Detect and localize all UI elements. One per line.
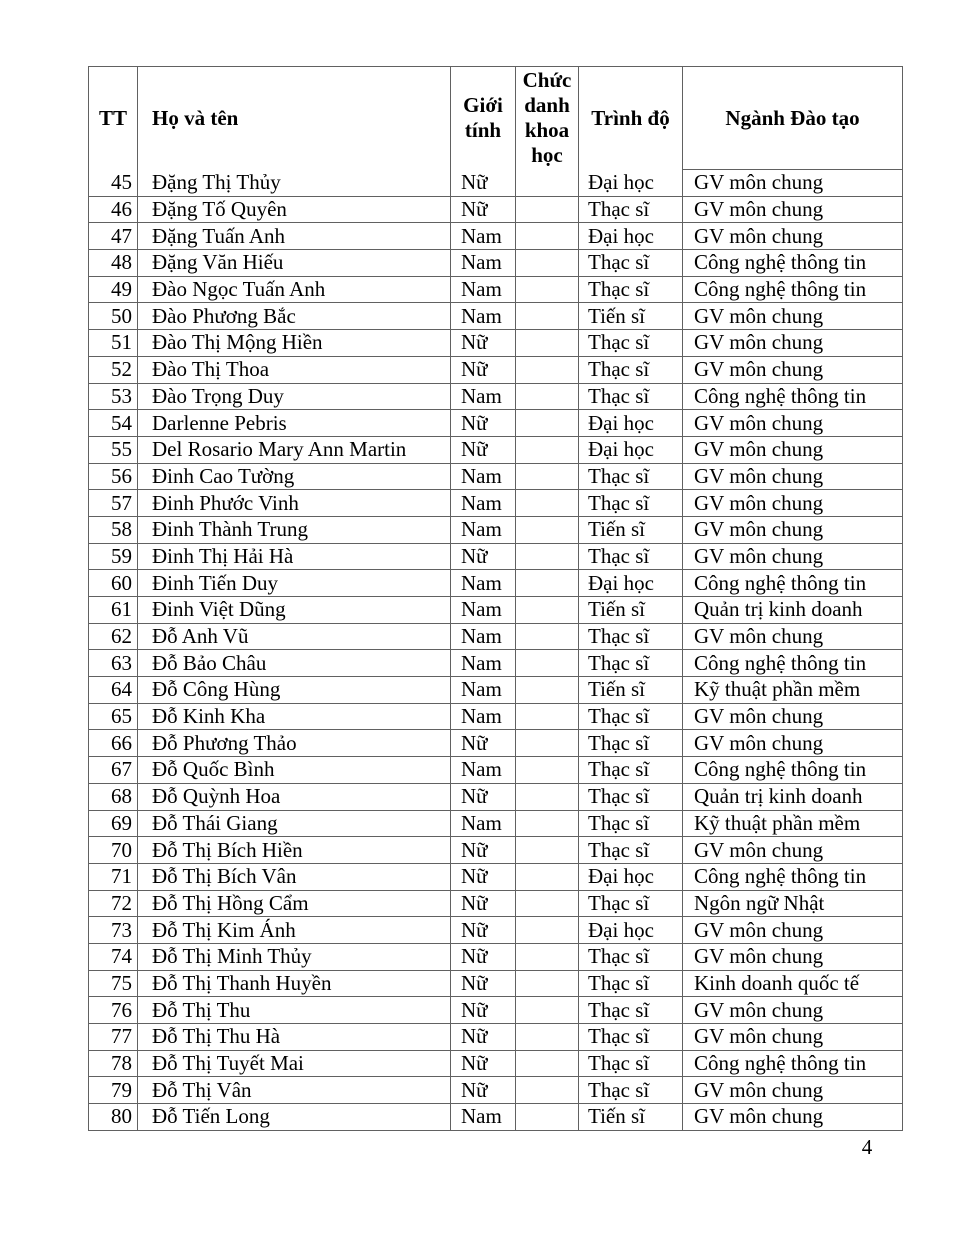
cell-degree: Tiến sĩ (579, 597, 683, 624)
cell-degree: Thạc sĩ (579, 250, 683, 277)
table-row (89, 170, 903, 197)
cell-degree: Thạc sĩ (579, 650, 683, 677)
cell-tt: 45 (89, 170, 138, 197)
cell-title (516, 623, 579, 650)
cell-degree: Thạc sĩ (579, 810, 683, 837)
column-header-tt: TT (89, 67, 138, 170)
cell-tt: 56 (89, 463, 138, 490)
cell-name: Đặng Tố Quyên (138, 196, 451, 223)
cell-gender: Nữ (451, 997, 516, 1024)
cell-name: Đỗ Thị Thanh Huyền (138, 970, 451, 997)
column-header-gender: Giới tính (451, 67, 516, 170)
cell-degree: Thạc sĩ (579, 997, 683, 1024)
cell-gender: Nữ (451, 783, 516, 810)
cell-title (516, 890, 579, 917)
column-header-major: Ngành Đào tạo (683, 67, 903, 170)
cell-degree: Tiến sĩ (579, 677, 683, 704)
cell-gender: Nam (451, 1104, 516, 1131)
cell-tt: 70 (89, 837, 138, 864)
table-row (89, 810, 903, 837)
cell-name: Đào Thị Thoa (138, 356, 451, 383)
cell-gender: Nam (451, 810, 516, 837)
cell-major: GV môn chung (683, 917, 903, 944)
cell-tt: 69 (89, 810, 138, 837)
cell-title (516, 276, 579, 303)
cell-tt: 50 (89, 303, 138, 330)
cell-tt: 73 (89, 917, 138, 944)
cell-name: Đặng Tuấn Anh (138, 223, 451, 250)
table-row (89, 383, 903, 410)
cell-title (516, 1077, 579, 1104)
cell-title (516, 543, 579, 570)
cell-name: Đinh Thị Hải Hà (138, 543, 451, 570)
cell-title (516, 570, 579, 597)
cell-gender: Nữ (451, 837, 516, 864)
table-row (89, 997, 903, 1024)
cell-gender: Nam (451, 303, 516, 330)
cell-gender: Nam (451, 570, 516, 597)
cell-name: Đào Trọng Duy (138, 383, 451, 410)
cell-tt: 47 (89, 223, 138, 250)
cell-gender: Nữ (451, 410, 516, 437)
cell-name: Đỗ Bảo Châu (138, 650, 451, 677)
cell-gender: Nữ (451, 863, 516, 890)
cell-major: GV môn chung (683, 410, 903, 437)
cell-gender: Nam (451, 223, 516, 250)
cell-major: GV môn chung (683, 837, 903, 864)
cell-gender: Nữ (451, 543, 516, 570)
cell-title (516, 463, 579, 490)
cell-degree: Đại học (579, 170, 683, 197)
cell-name: Đào Phương Bắc (138, 303, 451, 330)
cell-name: Đinh Việt Dũng (138, 597, 451, 624)
cell-title (516, 810, 579, 837)
cell-tt: 63 (89, 650, 138, 677)
cell-gender: Nam (451, 490, 516, 517)
table-row (89, 677, 903, 704)
cell-major: GV môn chung (683, 730, 903, 757)
column-header-degree: Trình độ (579, 67, 683, 170)
cell-name: Đỗ Thị Thu (138, 997, 451, 1024)
table-row (89, 730, 903, 757)
table-row (89, 303, 903, 330)
cell-gender: Nam (451, 703, 516, 730)
cell-tt: 53 (89, 383, 138, 410)
cell-title (516, 943, 579, 970)
cell-name: Đỗ Thị Bích Hiền (138, 837, 451, 864)
cell-major: GV môn chung (683, 516, 903, 543)
cell-title (516, 330, 579, 357)
table-row (89, 223, 903, 250)
cell-tt: 65 (89, 703, 138, 730)
cell-degree: Thạc sĩ (579, 330, 683, 357)
cell-gender: Nam (451, 597, 516, 624)
cell-tt: 51 (89, 330, 138, 357)
table-row (89, 783, 903, 810)
cell-title (516, 730, 579, 757)
cell-major: Công nghệ thông tin (683, 570, 903, 597)
cell-gender: Nam (451, 623, 516, 650)
cell-title (516, 170, 579, 197)
table-row (89, 570, 903, 597)
table-row (89, 330, 903, 357)
cell-major: Quản trị kinh doanh (683, 783, 903, 810)
cell-gender: Nam (451, 757, 516, 784)
cell-name: Đỗ Thị Bích Vân (138, 863, 451, 890)
table-row (89, 463, 903, 490)
cell-tt: 60 (89, 570, 138, 597)
cell-title (516, 1050, 579, 1077)
cell-title (516, 250, 579, 277)
cell-title (516, 783, 579, 810)
cell-gender: Nữ (451, 330, 516, 357)
cell-title (516, 303, 579, 330)
cell-major: GV môn chung (683, 196, 903, 223)
table-row (89, 703, 903, 730)
cell-gender: Nữ (451, 917, 516, 944)
cell-title (516, 703, 579, 730)
cell-gender: Nữ (451, 1024, 516, 1051)
cell-degree: Đại học (579, 570, 683, 597)
cell-name: Đỗ Thái Giang (138, 810, 451, 837)
cell-major: Công nghệ thông tin (683, 276, 903, 303)
cell-degree: Thạc sĩ (579, 276, 683, 303)
cell-title (516, 490, 579, 517)
cell-name: Đinh Tiến Duy (138, 570, 451, 597)
cell-tt: 58 (89, 516, 138, 543)
table-row (89, 1077, 903, 1104)
cell-gender: Nữ (451, 890, 516, 917)
cell-degree: Thạc sĩ (579, 783, 683, 810)
header-row (89, 67, 903, 170)
table-row (89, 917, 903, 944)
cell-tt: 57 (89, 490, 138, 517)
cell-major: GV môn chung (683, 170, 903, 197)
table-row (89, 436, 903, 463)
cell-major: GV môn chung (683, 330, 903, 357)
cell-tt: 72 (89, 890, 138, 917)
cell-major: GV môn chung (683, 703, 903, 730)
table-row (89, 250, 903, 277)
faculty-table (88, 66, 903, 1131)
cell-tt: 68 (89, 783, 138, 810)
cell-degree: Thạc sĩ (579, 703, 683, 730)
cell-major: GV môn chung (683, 943, 903, 970)
table-row (89, 890, 903, 917)
table-row (89, 410, 903, 437)
cell-major: GV môn chung (683, 356, 903, 383)
cell-tt: 52 (89, 356, 138, 383)
cell-title (516, 837, 579, 864)
cell-tt: 77 (89, 1024, 138, 1051)
cell-title (516, 383, 579, 410)
cell-title (516, 223, 579, 250)
table-row (89, 1024, 903, 1051)
cell-title (516, 757, 579, 784)
cell-major: Kinh doanh quốc tế (683, 970, 903, 997)
cell-tt: 59 (89, 543, 138, 570)
cell-degree: Tiến sĩ (579, 1104, 683, 1131)
cell-tt: 46 (89, 196, 138, 223)
column-header-name: Họ và tên (138, 67, 451, 170)
cell-name: Đào Thị Mộng Hiền (138, 330, 451, 357)
cell-name: Đinh Thành Trung (138, 516, 451, 543)
cell-tt: 79 (89, 1077, 138, 1104)
cell-title (516, 650, 579, 677)
cell-major: GV môn chung (683, 490, 903, 517)
cell-major: Công nghệ thông tin (683, 757, 903, 784)
cell-title (516, 356, 579, 383)
cell-major: GV môn chung (683, 1024, 903, 1051)
table-body (89, 170, 903, 1131)
cell-name: Đỗ Thị Tuyết Mai (138, 1050, 451, 1077)
cell-title (516, 410, 579, 437)
cell-tt: 80 (89, 1104, 138, 1131)
cell-title (516, 196, 579, 223)
cell-name: Đỗ Thị Thu Hà (138, 1024, 451, 1051)
cell-gender: Nữ (451, 436, 516, 463)
cell-major: Công nghệ thông tin (683, 250, 903, 277)
table-row (89, 490, 903, 517)
cell-tt: 66 (89, 730, 138, 757)
cell-gender: Nam (451, 250, 516, 277)
cell-major: GV môn chung (683, 543, 903, 570)
cell-degree: Thạc sĩ (579, 356, 683, 383)
cell-major: GV môn chung (683, 463, 903, 490)
table-row (89, 943, 903, 970)
cell-gender: Nữ (451, 730, 516, 757)
cell-degree: Đại học (579, 917, 683, 944)
cell-title (516, 1104, 579, 1131)
cell-tt: 49 (89, 276, 138, 303)
cell-major: Công nghệ thông tin (683, 383, 903, 410)
cell-tt: 62 (89, 623, 138, 650)
cell-name: Đặng Văn Hiếu (138, 250, 451, 277)
table-row (89, 757, 903, 784)
cell-tt: 78 (89, 1050, 138, 1077)
cell-degree: Thạc sĩ (579, 1077, 683, 1104)
cell-title (516, 917, 579, 944)
cell-gender: Nam (451, 463, 516, 490)
cell-tt: 75 (89, 970, 138, 997)
cell-major: GV môn chung (683, 303, 903, 330)
table-row (89, 863, 903, 890)
cell-major: Công nghệ thông tin (683, 650, 903, 677)
table-row (89, 543, 903, 570)
cell-degree: Đại học (579, 436, 683, 463)
table-row (89, 356, 903, 383)
cell-title (516, 970, 579, 997)
cell-tt: 55 (89, 436, 138, 463)
cell-degree: Thạc sĩ (579, 196, 683, 223)
cell-major: Kỹ thuật phần mềm (683, 810, 903, 837)
cell-title (516, 436, 579, 463)
cell-name: Darlenne Pebris (138, 410, 451, 437)
cell-degree: Thạc sĩ (579, 623, 683, 650)
cell-degree: Thạc sĩ (579, 757, 683, 784)
table-row (89, 597, 903, 624)
cell-degree: Đại học (579, 863, 683, 890)
cell-major: GV môn chung (683, 223, 903, 250)
cell-title (516, 677, 579, 704)
cell-major: Quản trị kinh doanh (683, 597, 903, 624)
cell-gender: Nữ (451, 170, 516, 197)
cell-tt: 76 (89, 997, 138, 1024)
table-row (89, 196, 903, 223)
cell-degree: Thạc sĩ (579, 730, 683, 757)
cell-gender: Nữ (451, 943, 516, 970)
cell-name: Đỗ Thị Kim Ánh (138, 917, 451, 944)
cell-gender: Nam (451, 383, 516, 410)
cell-title (516, 863, 579, 890)
cell-degree: Thạc sĩ (579, 383, 683, 410)
table-row (89, 1104, 903, 1131)
cell-degree: Thạc sĩ (579, 490, 683, 517)
cell-major: Công nghệ thông tin (683, 863, 903, 890)
cell-name: Đỗ Phương Thảo (138, 730, 451, 757)
cell-tt: 74 (89, 943, 138, 970)
cell-degree: Thạc sĩ (579, 543, 683, 570)
cell-name: Đỗ Quỳnh Hoa (138, 783, 451, 810)
cell-degree: Tiến sĩ (579, 303, 683, 330)
cell-tt: 61 (89, 597, 138, 624)
page-number: 4 (861, 1135, 873, 1159)
cell-degree: Thạc sĩ (579, 943, 683, 970)
cell-major: Kỹ thuật phần mềm (683, 677, 903, 704)
cell-name: Đỗ Quốc Bình (138, 757, 451, 784)
cell-title (516, 1024, 579, 1051)
cell-name: Đỗ Anh Vũ (138, 623, 451, 650)
cell-name: Đinh Phước Vinh (138, 490, 451, 517)
cell-tt: 71 (89, 863, 138, 890)
cell-gender: Nữ (451, 196, 516, 223)
cell-name: Đỗ Thị Vân (138, 1077, 451, 1104)
cell-major: Công nghệ thông tin (683, 1050, 903, 1077)
cell-major: GV môn chung (683, 436, 903, 463)
cell-gender: Nữ (451, 1077, 516, 1104)
cell-degree: Thạc sĩ (579, 837, 683, 864)
cell-name: Đỗ Công Hùng (138, 677, 451, 704)
cell-major: GV môn chung (683, 1104, 903, 1131)
cell-title (516, 997, 579, 1024)
cell-degree: Thạc sĩ (579, 970, 683, 997)
cell-degree: Thạc sĩ (579, 890, 683, 917)
cell-degree: Đại học (579, 223, 683, 250)
cell-tt: 67 (89, 757, 138, 784)
cell-title (516, 516, 579, 543)
cell-gender: Nam (451, 276, 516, 303)
table-header (89, 67, 903, 170)
table-row (89, 650, 903, 677)
cell-major: GV môn chung (683, 1077, 903, 1104)
table-row (89, 516, 903, 543)
table-row (89, 970, 903, 997)
cell-tt: 48 (89, 250, 138, 277)
cell-name: Đỗ Thị Minh Thủy (138, 943, 451, 970)
cell-name: Đinh Cao Tường (138, 463, 451, 490)
cell-name: Đỗ Kinh Kha (138, 703, 451, 730)
cell-degree: Tiến sĩ (579, 516, 683, 543)
cell-name: Đặng Thị Thủy (138, 170, 451, 197)
cell-gender: Nữ (451, 356, 516, 383)
cell-title (516, 597, 579, 624)
cell-major: GV môn chung (683, 997, 903, 1024)
table-row (89, 276, 903, 303)
cell-tt: 64 (89, 677, 138, 704)
cell-name: Del Rosario Mary Ann Martin (138, 436, 451, 463)
cell-degree: Thạc sĩ (579, 463, 683, 490)
cell-tt: 54 (89, 410, 138, 437)
cell-gender: Nam (451, 516, 516, 543)
cell-gender: Nam (451, 650, 516, 677)
cell-major: Ngôn ngữ Nhật (683, 890, 903, 917)
cell-name: Đào Ngọc Tuấn Anh (138, 276, 451, 303)
cell-gender: Nữ (451, 1050, 516, 1077)
cell-name: Đỗ Tiến Long (138, 1104, 451, 1131)
cell-degree: Thạc sĩ (579, 1050, 683, 1077)
table-row (89, 1050, 903, 1077)
cell-gender: Nam (451, 677, 516, 704)
table-row (89, 837, 903, 864)
cell-name: Đỗ Thị Hồng Cẩm (138, 890, 451, 917)
cell-major: GV môn chung (683, 623, 903, 650)
column-header-title: Chức danh khoa học (516, 67, 579, 170)
table-row (89, 623, 903, 650)
cell-degree: Thạc sĩ (579, 1024, 683, 1051)
cell-gender: Nữ (451, 970, 516, 997)
cell-degree: Đại học (579, 410, 683, 437)
